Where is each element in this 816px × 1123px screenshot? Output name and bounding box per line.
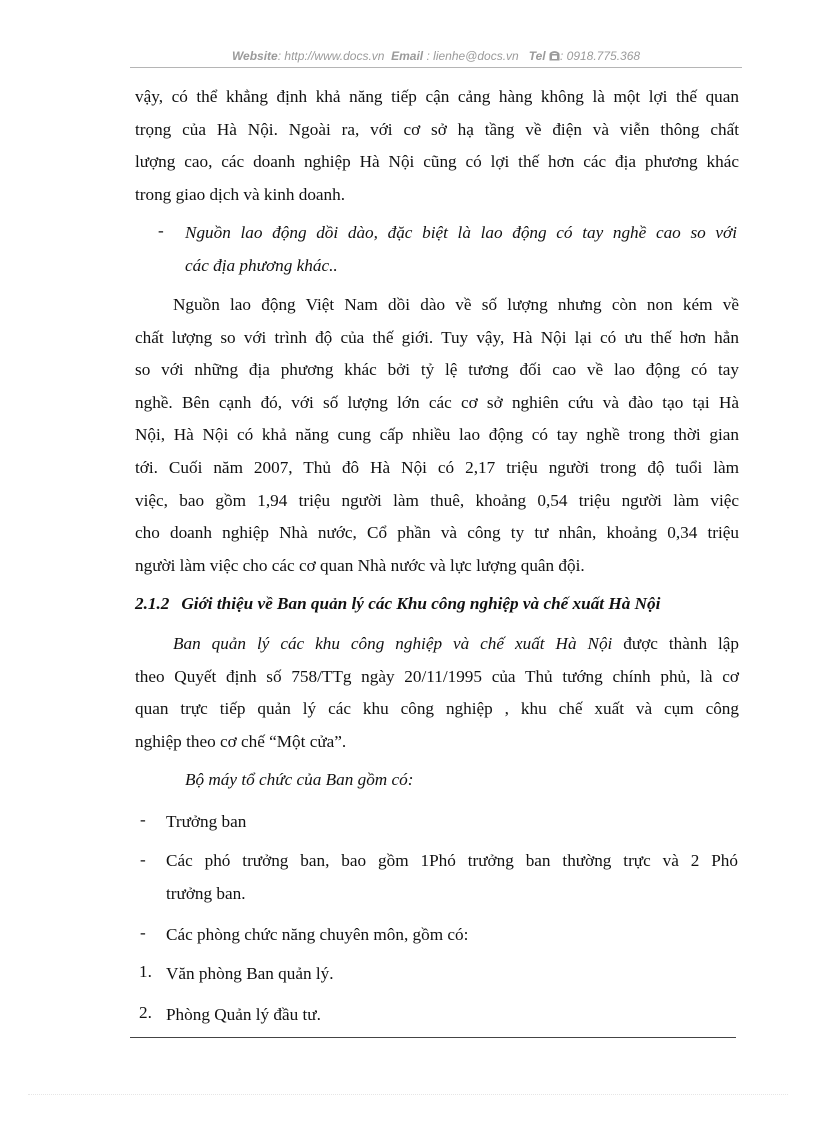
- website-label: Website: [231, 49, 278, 63]
- email-value[interactable]: : lienhe@docs.vn: [426, 49, 519, 63]
- list-marker: -: [140, 850, 146, 869]
- section-heading: [135, 592, 660, 616]
- text-line: theo Quyết định số 758/TTg ngày 20/11/1995 của Thủ tướng chính phủ, là cơ: [135, 666, 739, 686]
- text-line: quan trực tiếp quản lý các khu công nghiệp , khu chế xuất và cụm công: [135, 699, 739, 719]
- text-line: trọng của Hà Nội. Ngoài ra, với cơ sở hạ tầng về điện và viễn thông chất: [135, 119, 739, 139]
- text-line: nghiệp theo cơ chế “Một cửa”.: [135, 731, 347, 751]
- list-item: Trưởng ban: [166, 812, 247, 831]
- bullet-dash: -: [158, 221, 164, 240]
- section-title: Giới thiệu về Ban quản lý các Khu công nghiệp và chế xuất Hà Nội: [181, 594, 661, 613]
- tel-value: : 0918.775.368: [559, 49, 641, 63]
- page-edge: [28, 1094, 788, 1095]
- header-divider: [130, 67, 742, 68]
- text-line: so với những địa phương khác bởi tỷ lệ tương đối cao về lao động có tay: [135, 360, 739, 380]
- text-line: trong giao dịch và kinh doanh.: [135, 184, 346, 204]
- footer-divider: [130, 1037, 736, 1038]
- list-item: Phòng Quản lý đầu tư.: [166, 1005, 321, 1024]
- section-number: 2.1.2: [135, 594, 170, 613]
- text-line: Nội, Hà Nội có khả năng cung cấp nhiều lao động có tay nghề trong thời gian: [135, 425, 739, 445]
- text-line: vậy, có thể khẳng định khả năng tiếp cận cảng hàng không là một lợi thế quan: [135, 87, 739, 106]
- text-line: việc, bao gồm 1,94 triệu người làm thuê, khoảng 0,54 triệu người làm việc: [135, 490, 739, 510]
- text-line: Nguồn lao động dồi dào, đặc biệt là lao động có tay nghề cao so với: [185, 223, 737, 242]
- list-item: Các phòng chức năng chuyên môn, gồm có:: [166, 925, 469, 944]
- list-item: [166, 845, 738, 910]
- paragraph-1: [135, 81, 739, 211]
- text-line: người làm việc cho các cơ quan Nhà nước và lực lượng quân đội.: [135, 555, 585, 575]
- list-item: Văn phòng Ban quản lý.: [166, 964, 334, 983]
- org-intro: Bộ máy tổ chức của Ban gồm có:: [185, 770, 414, 789]
- text-line: Nguồn lao động Việt Nam dồi dào về số lượng nhưng còn non kém về: [173, 295, 739, 314]
- paragraph-3: [135, 628, 739, 758]
- email-label: Email: [391, 49, 424, 63]
- text-line: Các phó trưởng ban, bao gồm 1Phó trưởng ban thường trực và 2 Phó: [166, 851, 738, 870]
- text-line: chất lượng so với trình độ của thế giới. Tuy vậy, Hà Nội lại có ưu thế hơn hẳn: [135, 327, 739, 347]
- text-line: các địa phương khác..: [185, 255, 338, 275]
- text-fragment: được thành lập: [623, 634, 740, 653]
- text-line: tới. Cuối năm 2007, Thủ đô Hà Nội có 2,17 triệu người trong độ tuổi làm: [135, 457, 739, 477]
- text-line: trưởng ban.: [166, 883, 246, 903]
- bullet-item: [185, 217, 737, 282]
- text-line: lượng cao, các doanh nghiệp Hà Nội cũng có lợi thế hơn các địa phương khác: [135, 152, 739, 172]
- page-header: [130, 47, 742, 65]
- list-marker: -: [140, 923, 146, 942]
- list-marker: 2.: [139, 1003, 152, 1022]
- text-line: [135, 628, 739, 661]
- paragraph-2: [135, 289, 739, 582]
- list-marker: -: [140, 810, 146, 829]
- tel-label: Tel: [528, 49, 546, 63]
- phone-icon: [549, 49, 560, 63]
- italic-lead: Ban quản lý các khu công nghiệp và chế xuất Hà Nội: [173, 634, 613, 653]
- website-value[interactable]: : http://www.docs.vn: [277, 49, 385, 63]
- text-line: cho doanh nghiệp Nhà nước, Cổ phần và công ty tư nhân, khoảng 0,34 triệu: [135, 523, 739, 543]
- list-marker: 1.: [139, 962, 152, 981]
- text-line: nghề. Bên cạnh đó, với số lượng lớn các cơ sở nghiên cứu và đào tạo tại Hà: [135, 392, 739, 412]
